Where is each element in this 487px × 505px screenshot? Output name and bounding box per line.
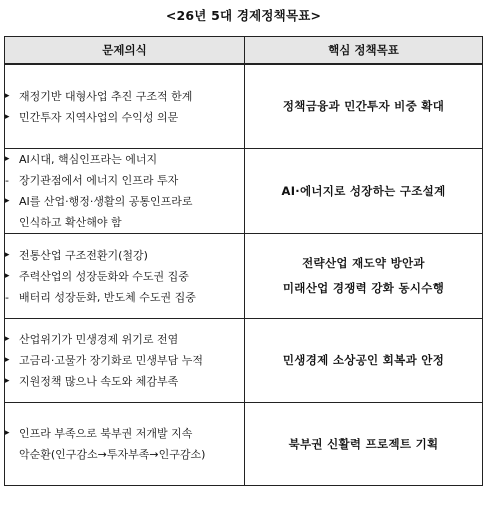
bullet-dash-icon: - [5, 290, 9, 304]
table-header-row [5, 37, 483, 65]
issue-cell [5, 64, 245, 149]
goal-cell [245, 319, 483, 403]
table-row [5, 234, 483, 319]
issue-line [5, 329, 244, 350]
goal-cell [245, 234, 483, 319]
document-title: <26년 5대 경제정책목표> [165, 8, 322, 23]
issue-text: 인프라 부족으로 북부권 저개발 지속 [19, 427, 193, 440]
bullet-arrow-icon: ▸ [5, 90, 10, 101]
bullet-arrow-icon: ▸ [5, 111, 10, 122]
goal-text: 민생경제 소상공인 회복과 안정 [282, 353, 445, 367]
bullet-arrow-icon: ▸ [5, 428, 10, 438]
bullet-dash-icon: - [5, 174, 9, 187]
issue-line [5, 423, 244, 444]
issue-text: 주력산업의 성장둔화와 수도권 집중 [19, 269, 189, 283]
table-row [5, 319, 483, 403]
bullet-arrow-icon: ▸ [5, 249, 10, 260]
issue-line [5, 107, 244, 128]
goal-text: 북부권 신활력 프로젝트 기획 [288, 436, 439, 451]
issue-text: AI시대, 핵심인프라는 에너지 [19, 153, 158, 166]
goal-cell [245, 64, 483, 149]
policy-goals-table [4, 36, 483, 486]
goal-cell [245, 149, 483, 234]
issue-text: 장기관점에서 에너지 인프라 투자 [19, 174, 179, 187]
issue-cell [5, 149, 245, 234]
table-row [5, 149, 483, 234]
issue-text: AI를 산업·행정·생활의 공통인프라로 [19, 195, 193, 208]
issue-text: 인식하고 확산해야 함 [19, 216, 122, 229]
issue-cell [5, 319, 245, 403]
issue-line [5, 350, 244, 371]
issue-line [5, 212, 244, 233]
issue-line [5, 444, 244, 465]
issue-text: 고금리·고물가 장기화로 민생부담 누적 [19, 354, 204, 367]
issue-text: 전통산업 구조전환기(철강) [19, 248, 148, 262]
issue-line [5, 86, 244, 107]
header-issues: 문제의식 [5, 37, 245, 65]
issue-line [5, 149, 244, 170]
header-goals: 핵심 정책목표 [245, 37, 483, 65]
bullet-arrow-icon: ▸ [5, 154, 10, 164]
issue-text: 민간투자 지역사업의 수익성 의문 [19, 110, 179, 124]
table-row [5, 64, 483, 149]
goal-text: 미래산업 경쟁력 강화 동시수행 [282, 281, 445, 295]
issue-text: 악순환(인구감소→투자부족→인구감소) [19, 448, 206, 461]
issue-text: 재정기반 대형사업 추진 구조적 한계 [19, 89, 193, 103]
issue-cell [5, 234, 245, 319]
issue-text: 배터리 성장둔화, 반도체 수도권 집중 [19, 290, 196, 304]
goal-text: 정책금융과 민간투자 비중 확대 [282, 99, 445, 113]
goal-cell [245, 403, 483, 486]
issue-line [5, 266, 244, 287]
issue-line [5, 245, 244, 266]
bullet-arrow-icon: ▸ [5, 196, 10, 206]
bullet-arrow-icon: ▸ [5, 270, 10, 281]
issue-line [5, 191, 244, 212]
bullet-arrow-icon: ▸ [5, 376, 10, 386]
table-body [5, 64, 483, 486]
issue-text: 지원정책 많으나 속도와 체감부족 [19, 375, 179, 388]
goal-text: AI·에너지로 성장하는 구조설계 [281, 183, 446, 198]
bullet-arrow-icon: ▸ [5, 355, 10, 365]
table-row [5, 403, 483, 486]
issue-line [5, 287, 244, 308]
issue-text: 산업위기가 민생경제 위기로 전염 [19, 333, 179, 346]
bullet-arrow-icon: ▸ [5, 334, 10, 344]
goal-text: 전략산업 재도약 방안과 [302, 256, 425, 270]
issue-line [5, 371, 244, 392]
issue-line [5, 170, 244, 191]
issue-cell [5, 403, 245, 486]
